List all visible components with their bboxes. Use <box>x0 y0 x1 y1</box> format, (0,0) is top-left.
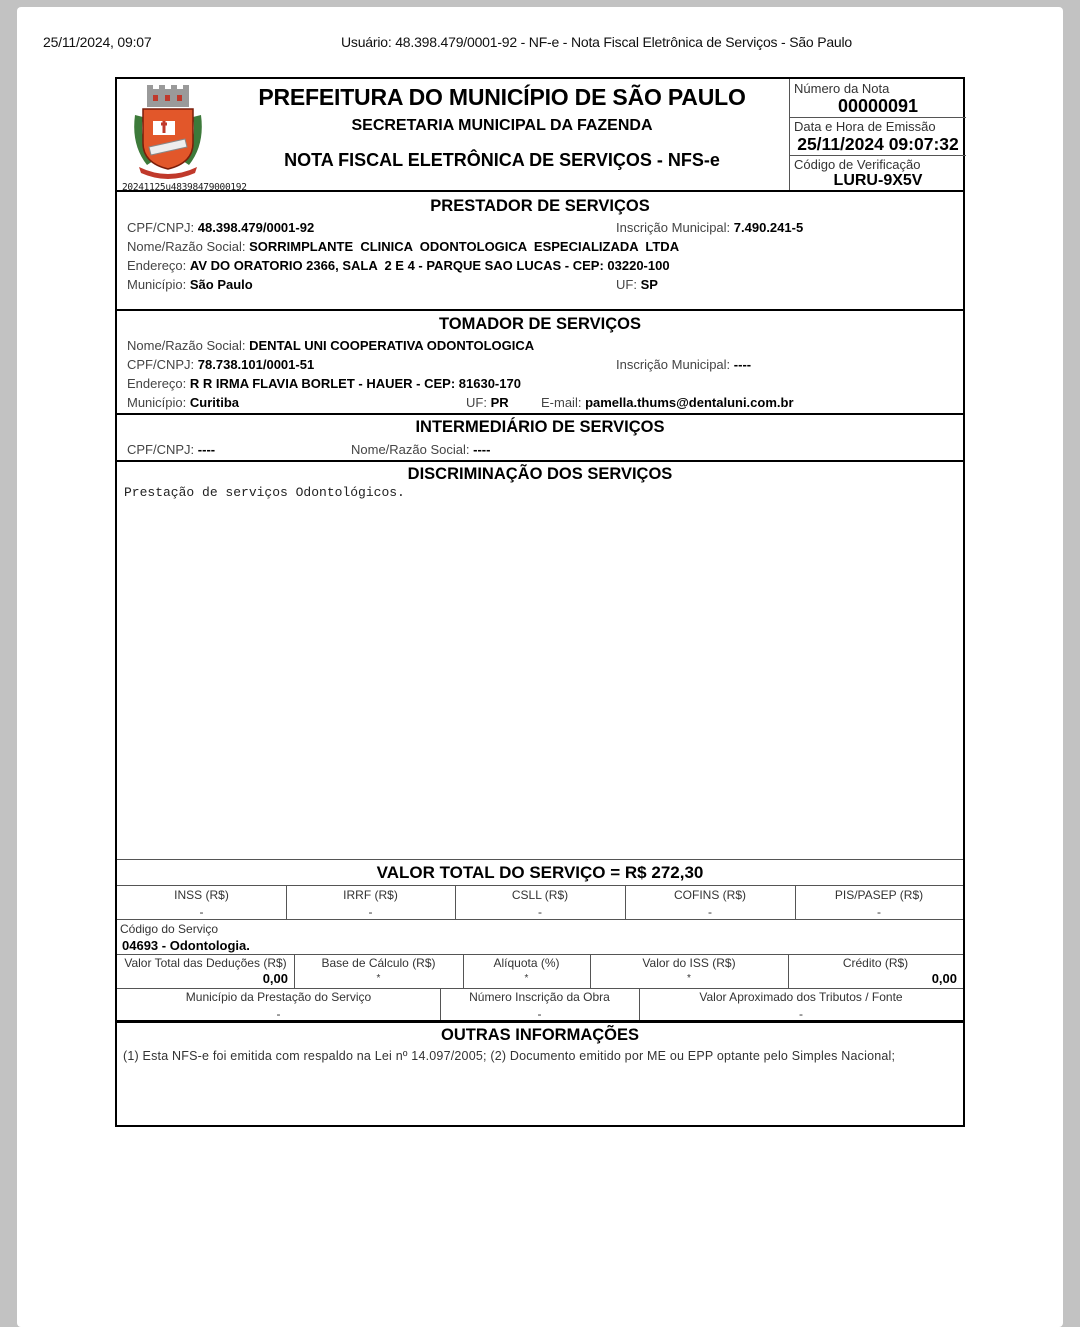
document-title: NOTA FISCAL ELETRÔNICA DE SERVIÇOS - NFS-e <box>284 150 720 170</box>
cell-label: Valor do ISS (R$) <box>642 956 736 970</box>
cell-value: - <box>199 905 204 919</box>
divider <box>117 859 963 860</box>
prestador-nome <box>127 239 679 254</box>
cell-label: Valor Total das Deduções (R$) <box>124 956 287 970</box>
cell-value: - <box>877 905 881 919</box>
divider <box>117 954 963 955</box>
tomador-nome <box>127 338 534 353</box>
intermediario-cnpj <box>127 442 215 457</box>
cell-value: - <box>799 1007 803 1021</box>
codigo-servico-label: Código do Serviço <box>120 922 219 936</box>
numero-nota-value: 00000091 <box>837 96 919 116</box>
prestador-endereco <box>127 258 670 273</box>
retencao-pis-pasep <box>795 888 963 919</box>
divider <box>117 988 963 989</box>
cell-label: Alíquota (%) <box>493 956 560 970</box>
intermediario-title: INTERMEDIÁRIO DE SERVIÇOS <box>415 418 665 436</box>
divider <box>117 309 963 311</box>
field-value: ---- <box>733 357 752 372</box>
emissao-label: Data e Hora de Emissão <box>794 119 936 134</box>
field-value: Curitiba <box>189 395 239 410</box>
municipio-prestacao-cell <box>117 990 440 1021</box>
outras-informacoes-text: (1) Esta NFS-e foi emitida com respaldo na Lei nº 14.097/2005; (2) Documento emitido por ME ou EPP optante pelo Simples Nacional; <box>123 1049 896 1063</box>
tomador-uf <box>466 395 509 410</box>
outras-informacoes-title: OUTRAS INFORMAÇÕES <box>441 1026 639 1044</box>
cell-value: * <box>524 973 529 984</box>
field-label: Município: <box>127 395 187 410</box>
field-label: E-mail: <box>541 395 582 410</box>
field-label: Nome/Razão Social: <box>127 338 246 353</box>
field-label: UF: <box>616 277 637 292</box>
prefeitura-title: PREFEITURA DO MUNICÍPIO DE SÃO PAULO <box>258 84 746 110</box>
cell-value: 0,00 <box>262 971 288 986</box>
tomador-municipio <box>127 395 239 410</box>
note-info-box <box>789 79 966 191</box>
cell-label: Crédito (R$) <box>842 956 909 970</box>
inscricao-obra-cell <box>440 990 639 1021</box>
field-value: R R IRMA FLAVIA BORLET - HAUER - CEP: 81630-170 <box>189 376 521 391</box>
base-calculo-cell <box>294 956 463 984</box>
retencao-cofins <box>625 888 795 919</box>
field-label: Nome/Razão Social: <box>351 442 470 457</box>
valor-total: VALOR TOTAL DO SERVIÇO = R$ 272,30 <box>376 863 704 882</box>
field-label: Endereço: <box>127 376 187 391</box>
numero-nota-label: Número da Nota <box>794 81 890 96</box>
deducoes-cell <box>117 956 294 986</box>
intermediario-nome <box>351 442 490 457</box>
field-value: PR <box>490 395 509 410</box>
divider <box>117 190 963 192</box>
cell-label: Base de Cálculo (R$) <box>321 956 436 970</box>
field-label: Endereço: <box>127 258 187 273</box>
tomador-email <box>541 395 794 410</box>
field-label: CPF/CNPJ: <box>127 220 195 235</box>
prestador-uf <box>616 277 658 292</box>
prestador-municipio <box>127 277 253 292</box>
field-value: ---- <box>197 442 216 457</box>
cell-value: * <box>687 973 691 984</box>
cell-label: Município da Prestação do Serviço <box>185 990 372 1004</box>
barcode-reference: 20241125u48398479000192 <box>122 182 247 193</box>
cell-value: - <box>537 1007 542 1021</box>
field-value: pamella.thums@dentaluni.com.br <box>585 395 794 410</box>
field-label: Nome/Razão Social: <box>127 239 246 254</box>
cell-value: 0,00 <box>931 971 957 986</box>
cell-label: INSS (R$) <box>174 888 229 902</box>
divider <box>117 413 963 415</box>
retencao-inss <box>117 888 286 919</box>
field-label: UF: <box>466 395 487 410</box>
nfse-document <box>115 77 965 1127</box>
cell-value: - <box>538 905 542 919</box>
tributos-fonte-cell <box>639 990 963 1021</box>
field-value: 7.490.241-5 <box>733 220 804 235</box>
divider <box>117 885 963 886</box>
retencao-csll <box>455 888 625 919</box>
credito-cell <box>788 956 963 986</box>
cell-label: IRRF (R$) <box>343 888 398 902</box>
valor-iss-cell <box>590 956 788 984</box>
field-value: São Paulo <box>189 277 253 292</box>
coat-of-arms-icon <box>129 85 207 181</box>
tomador-inscricao-municipal <box>616 357 751 372</box>
verificacao-label: Código de Verificação <box>794 157 921 172</box>
field-value: SORRIMPLANTE CLINICA ODONTOLOGICA ESPECIALIZADA LTDA <box>249 239 680 254</box>
divider <box>790 155 966 156</box>
print-page-title: Usuário: 48.398.479/0001-92 - NF-e - Nota Fiscal Eletrônica de Serviços - São Paulo <box>341 34 852 50</box>
tomador-title: TOMADOR DE SERVIÇOS <box>438 315 641 333</box>
retencao-irrf <box>286 888 455 919</box>
cell-label: COFINS (R$) <box>674 888 746 902</box>
emissao-value: 25/11/2024 09:07:32 <box>797 134 959 154</box>
field-value: SP <box>640 277 658 292</box>
field-value: AV DO ORATORIO 2366, SALA 2 E 4 - PARQUE SAO LUCAS - CEP: 03220-100 <box>189 258 670 273</box>
field-value: ---- <box>473 442 491 457</box>
cell-value: - <box>708 905 712 919</box>
cell-label: Número Inscrição da Obra <box>469 990 610 1004</box>
aliquota-cell <box>463 956 590 984</box>
divider <box>117 460 963 462</box>
field-label: Inscrição Municipal: <box>616 220 731 235</box>
field-label: CPF/CNPJ: <box>127 442 195 457</box>
divider <box>790 117 966 118</box>
field-value: 48.398.479/0001-92 <box>197 220 315 235</box>
prestador-inscricao-municipal <box>616 220 803 235</box>
field-label: CPF/CNPJ: <box>127 357 195 372</box>
tomador-endereco <box>127 376 521 391</box>
prestador-cnpj <box>127 220 314 235</box>
cell-value: * <box>376 973 381 984</box>
verificacao-value: LURU-9X5V <box>833 172 923 189</box>
discriminacao-title: DISCRIMINAÇÃO DOS SERVIÇOS <box>407 465 673 483</box>
secretaria-subtitle: SECRETARIA MUNICIPAL DA FAZENDA <box>351 117 653 134</box>
prestador-title: PRESTADOR DE SERVIÇOS <box>430 197 650 215</box>
field-label: Inscrição Municipal: <box>616 357 731 372</box>
cell-value: - <box>276 1007 281 1021</box>
cell-label: PIS/PASEP (R$) <box>834 888 924 902</box>
print-datetime: 25/11/2024, 09:07 <box>43 34 152 50</box>
field-value: 78.738.101/0001-51 <box>197 357 315 372</box>
field-value: DENTAL UNI COOPERATIVA ODONTOLOGICA <box>249 338 535 353</box>
tomador-cnpj <box>127 357 314 372</box>
divider <box>117 1020 963 1023</box>
codigo-servico-value: 04693 - Odontologia. <box>122 938 250 953</box>
cell-value: - <box>368 905 373 919</box>
field-label: Município: <box>127 277 187 292</box>
cell-label: Valor Aproximado dos Tributos / Fonte <box>699 990 903 1004</box>
cell-label: CSLL (R$) <box>511 888 569 902</box>
divider <box>117 919 963 920</box>
discriminacao-text: Prestação de serviços Odontológicos. <box>124 485 405 500</box>
